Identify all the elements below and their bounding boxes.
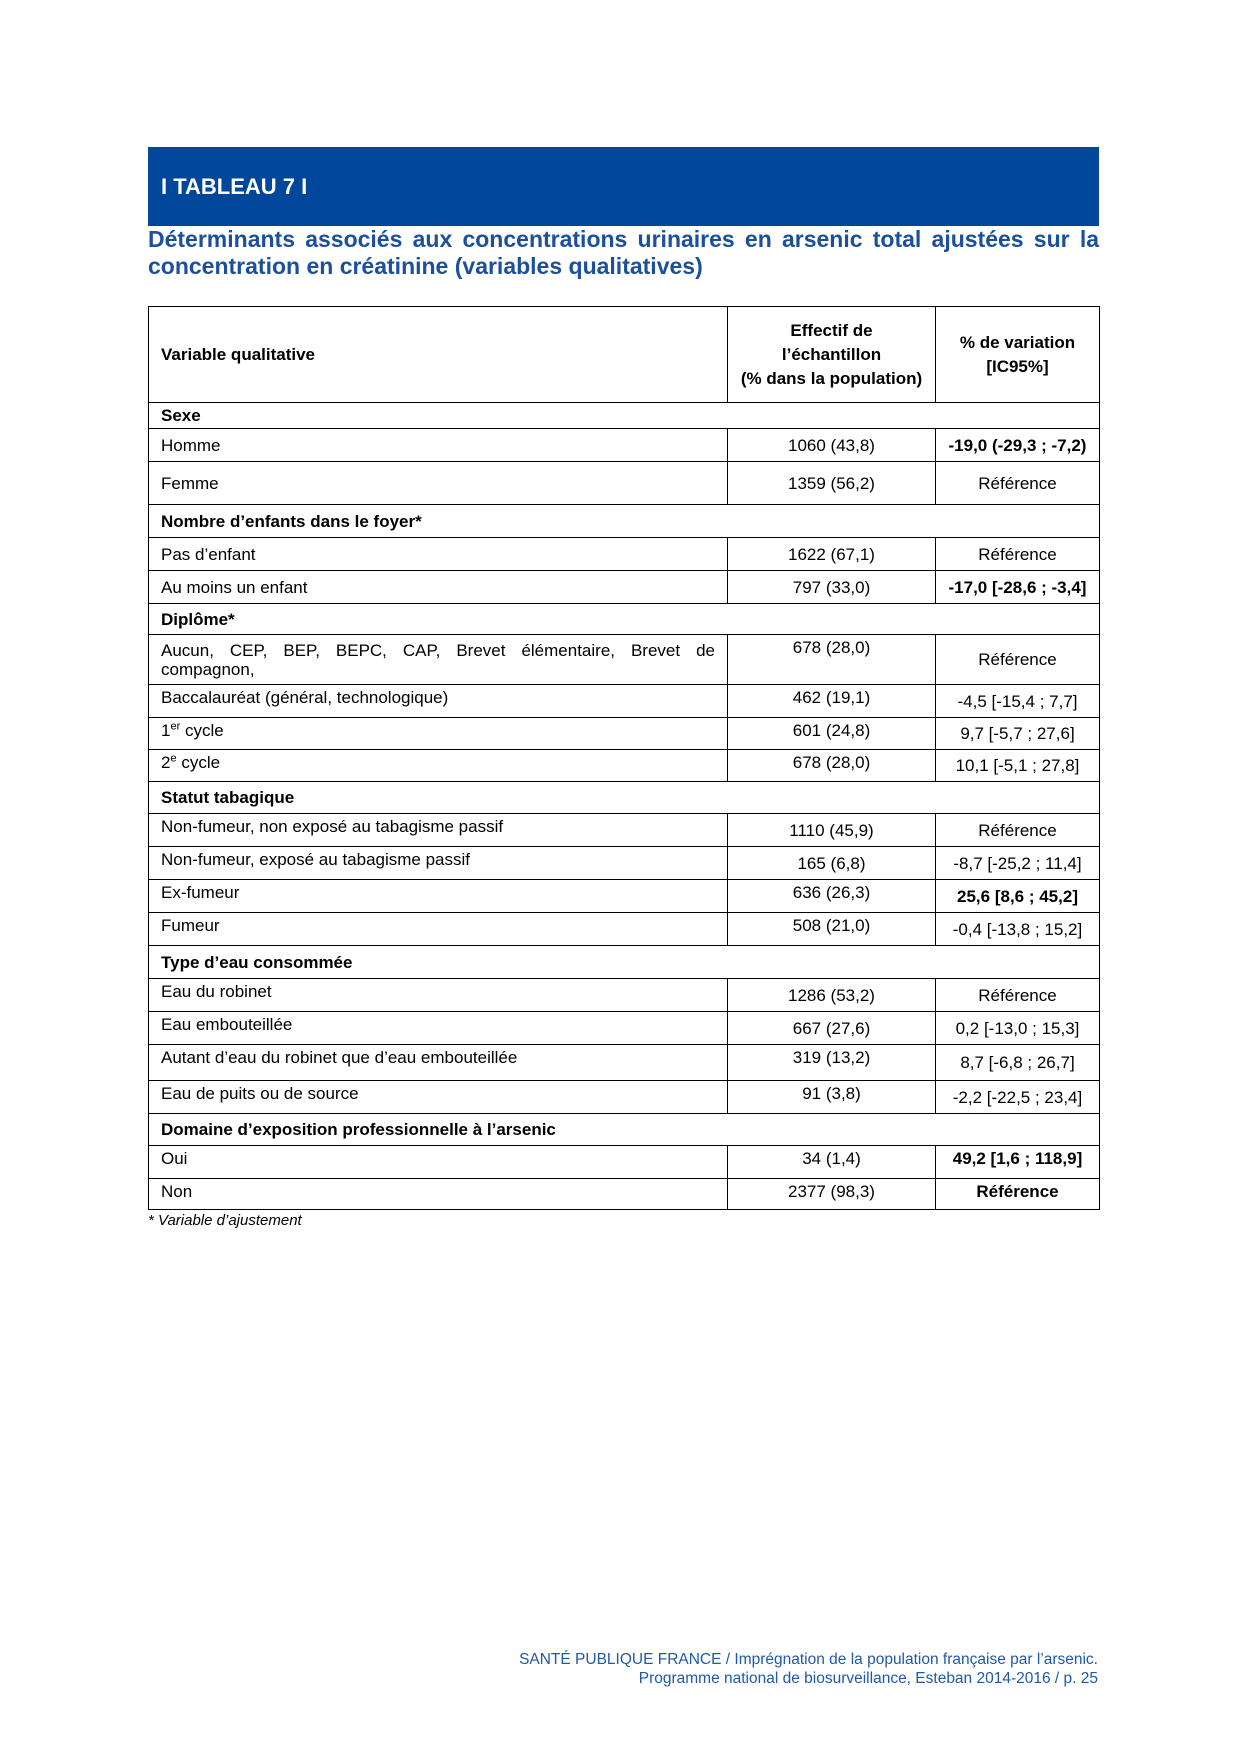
section-title: Type d’eau consommée <box>149 946 1100 979</box>
table-row <box>149 571 1100 604</box>
variation-cell: -8,7 [-25,2 ; 11,4] <box>936 847 1100 880</box>
section-title: Domaine d’exposition professionnelle à l’arsenic <box>149 1114 1100 1146</box>
table-row <box>149 1146 1100 1179</box>
sample-size-cell: 1110 (45,9) <box>728 814 936 847</box>
table-row <box>149 685 1100 718</box>
variation-cell: -2,2 [-22,5 ; 23,4] <box>936 1081 1100 1114</box>
row-label-suffix: cycle <box>180 721 224 740</box>
table-row <box>149 814 1100 847</box>
row-label-number: 2 <box>161 753 171 772</box>
row-label: Non-fumeur, non exposé au tabagisme passif <box>149 814 728 847</box>
column-header-variation <box>936 307 1100 403</box>
table-row <box>149 635 1100 685</box>
sample-size-cell: 667 (27,6) <box>728 1012 936 1045</box>
row-label: Autant d’eau du robinet que d’eau embouteillée <box>149 1045 728 1081</box>
variation-cell: Référence <box>936 814 1100 847</box>
table-row <box>149 1012 1100 1045</box>
row-label: Pas d’enfant <box>149 538 728 571</box>
table-row <box>149 750 1100 782</box>
variation-cell: 8,7 [-6,8 ; 26,7] <box>936 1045 1100 1081</box>
sample-size-cell: 91 (3,8) <box>728 1081 936 1114</box>
column-header-line: (% dans la population) <box>740 368 923 388</box>
row-label: Fumeur <box>149 913 728 946</box>
variation-cell: 49,2 [1,6 ; 118,9] <box>936 1146 1100 1179</box>
column-header-variable: Variable qualitative <box>149 307 728 403</box>
table-row <box>149 1081 1100 1114</box>
sample-size-cell: 1060 (43,8) <box>728 429 936 462</box>
section-row <box>149 505 1100 538</box>
sample-size-cell: 165 (6,8) <box>728 847 936 880</box>
variation-cell: -4,5 [-15,4 ; 7,7] <box>936 685 1100 718</box>
sample-size-cell: 508 (21,0) <box>728 913 936 946</box>
table-number-title: I TABLEAU 7 I <box>161 173 308 199</box>
row-label: Ex-fumeur <box>149 880 728 913</box>
row-label-number: 1 <box>161 721 171 740</box>
variation-cell: 9,7 [-5,7 ; 27,6] <box>936 718 1100 750</box>
sample-size-cell: 1286 (53,2) <box>728 979 936 1012</box>
row-label: Aucun, CEP, BEP, BEPC, CAP, Brevet élémentaire, Brevet de compagnon, <box>149 635 728 685</box>
row-label: Homme <box>149 429 728 462</box>
variation-cell: 25,6 [8,6 ; 45,2] <box>936 880 1100 913</box>
sample-size-cell: 797 (33,0) <box>728 571 936 604</box>
sample-size-cell: 462 (19,1) <box>728 685 936 718</box>
variation-cell: -17,0 [-28,6 ; -3,4] <box>936 571 1100 604</box>
table-row <box>149 913 1100 946</box>
column-header-line: l’échantillon <box>781 344 882 364</box>
sample-size-cell: 319 (13,2) <box>728 1045 936 1081</box>
table-row <box>149 979 1100 1012</box>
column-header-line: Effectif de <box>790 320 873 340</box>
section-row <box>149 604 1100 635</box>
row-label-suffix: cycle <box>176 753 221 772</box>
variation-cell: -0,4 [-13,8 ; 15,2] <box>936 913 1100 946</box>
sample-size-cell: 34 (1,4) <box>728 1146 936 1179</box>
sample-size-cell: 1622 (67,1) <box>728 538 936 571</box>
section-row <box>149 782 1100 814</box>
section-title: Statut tabagique <box>149 782 1100 814</box>
variation-cell: 10,1 [-5,1 ; 27,8] <box>936 750 1100 782</box>
row-label: Au moins un enfant <box>149 571 728 604</box>
variation-cell: Référence <box>936 462 1100 505</box>
variation-cell: -19,0 (-29,3 ; -7,2) <box>936 429 1100 462</box>
sample-size-cell: 601 (24,8) <box>728 718 936 750</box>
row-label: Non <box>149 1179 728 1210</box>
table-title-bar <box>148 147 1099 226</box>
table-footnote: * Variable d’ajustement <box>148 1212 302 1229</box>
table-row <box>149 1179 1100 1210</box>
section-title: Diplôme* <box>149 604 1100 635</box>
row-label <box>149 750 728 782</box>
row-label: Non-fumeur, exposé au tabagisme passif <box>149 847 728 880</box>
variation-cell: 0,2 [-13,0 ; 15,3] <box>936 1012 1100 1045</box>
variation-cell: Référence <box>936 538 1100 571</box>
row-label <box>149 718 728 750</box>
column-header-line: [IC95%] <box>986 356 1049 376</box>
section-title: Nombre d’enfants dans le foyer* <box>149 505 1100 538</box>
table-row <box>149 429 1100 462</box>
section-row <box>149 403 1100 429</box>
table-row <box>149 462 1100 505</box>
row-label: Eau embouteillée <box>149 1012 728 1045</box>
table-header-row <box>149 307 1100 403</box>
section-title: Sexe <box>149 403 1100 429</box>
table-row <box>149 847 1100 880</box>
sample-size-cell: 678 (28,0) <box>728 635 936 685</box>
sample-size-cell: 1359 (56,2) <box>728 462 936 505</box>
table-row <box>149 1045 1100 1081</box>
determinants-table <box>148 306 1100 1210</box>
variation-cell: Référence <box>936 1179 1100 1210</box>
section-row <box>149 946 1100 979</box>
table-block <box>148 306 1099 1230</box>
row-label: Eau du robinet <box>149 979 728 1012</box>
row-label-superscript: er <box>170 720 181 733</box>
sample-size-cell: 678 (28,0) <box>728 750 936 782</box>
row-label: Oui <box>149 1146 728 1179</box>
column-header-line: % de variation <box>959 332 1076 352</box>
variation-cell: Référence <box>936 979 1100 1012</box>
sample-size-cell: 636 (26,3) <box>728 880 936 913</box>
row-label: Eau de puits ou de source <box>149 1081 728 1114</box>
sample-size-cell: 2377 (98,3) <box>728 1179 936 1210</box>
row-label: Baccalauréat (général, technologique) <box>149 685 728 718</box>
table-row <box>149 718 1100 750</box>
row-label: Femme <box>149 462 728 505</box>
column-header-sample-size <box>728 307 936 403</box>
page-footer <box>519 1650 1098 1688</box>
footer-line: Programme national de biosurveillance, Esteban 2014-2016 / p. 25 <box>638 1670 1098 1687</box>
row-label-superscript: e <box>170 752 177 765</box>
table-caption: Déterminants associés aux concentrations urinaires en arsenic total ajustées sur la concentration en créatinine (variables qualitatives) <box>148 226 1099 279</box>
table-row <box>149 880 1100 913</box>
variation-cell: Référence <box>936 635 1100 685</box>
footer-line: SANTÉ PUBLIQUE FRANCE / Imprégnation de la population française par l’arsenic. <box>519 1651 1098 1668</box>
section-row <box>149 1114 1100 1146</box>
table-row <box>149 538 1100 571</box>
